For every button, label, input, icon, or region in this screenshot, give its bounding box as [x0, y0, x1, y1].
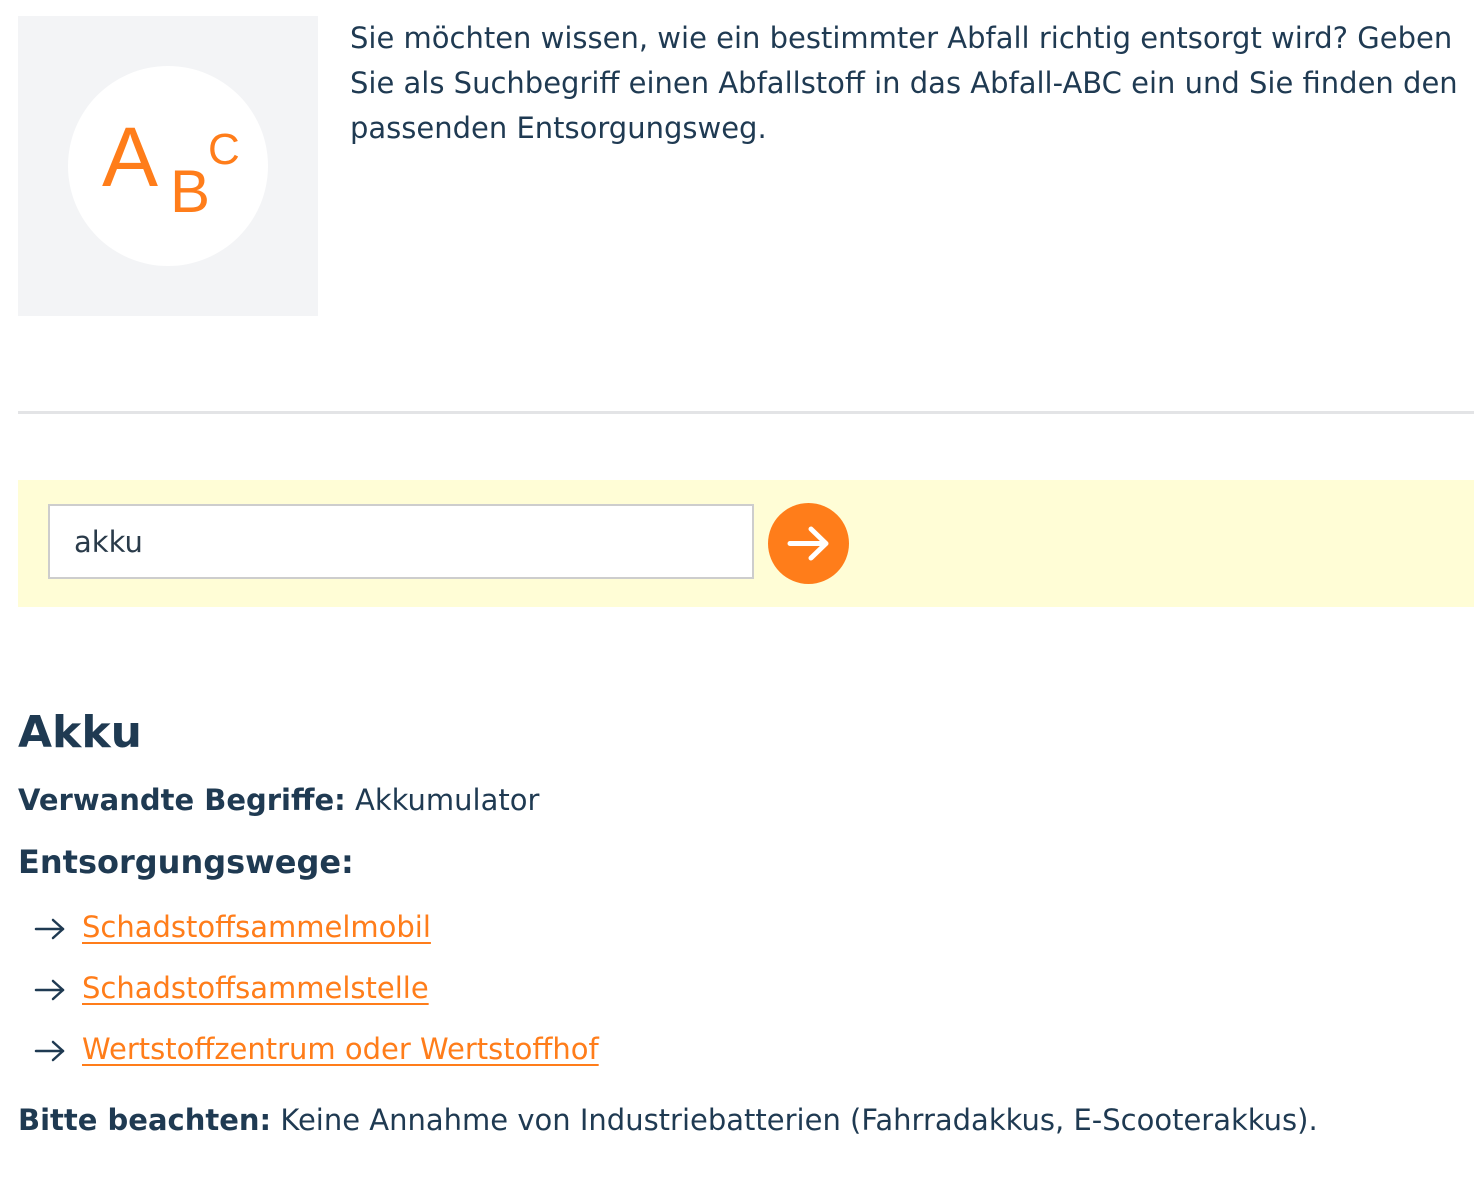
- arrow-right-icon: [768, 503, 849, 584]
- intro-section: [18, 16, 1474, 316]
- notice: [18, 1100, 1468, 1140]
- abc-logo-circle: [68, 66, 268, 266]
- related-terms: [18, 780, 1468, 820]
- list-item: [18, 905, 1468, 966]
- arrow-right-icon: [34, 918, 66, 940]
- arrow-right-icon: [34, 979, 66, 1001]
- disposal-way-link-schadstoffsammelmobil[interactable]: Schadstoffsammelmobil: [82, 910, 431, 944]
- disposal-way-link-schadstoffsammelstelle[interactable]: Schadstoffsammelstelle: [82, 971, 429, 1005]
- related-terms-label: Verwandte Begriffe:: [18, 783, 346, 817]
- disposal-ways-list: [18, 905, 1468, 1088]
- list-item: [18, 966, 1468, 1027]
- search-band: [18, 480, 1474, 607]
- result-title: Akku: [18, 707, 142, 758]
- logo-letter-a: A: [102, 110, 159, 204]
- intro-description: Sie möchten wissen, wie ein bestimmter Abfall richtig entsorgt wird? Geben Sie als Suchbegriff einen Abfallstoff in das Abfall-ABC ein und Sie finden den passenden Entsorgungsweg.: [350, 21, 1458, 145]
- search-result: [18, 700, 1468, 1140]
- notice-text: Keine Annahme von Industriebatterien (Fahrradakkus, E-Scooterakkus).: [280, 1103, 1318, 1137]
- abc-logo: [18, 16, 318, 316]
- notice-label: Bitte beachten:: [18, 1103, 272, 1137]
- abc-logo-icon: [68, 66, 268, 266]
- arrow-right-icon: [34, 1040, 66, 1062]
- related-terms-value: Akkumulator: [354, 783, 540, 817]
- search-submit-button[interactable]: [768, 503, 849, 584]
- search-input[interactable]: [48, 504, 754, 579]
- disposal-way-link-wertstoffzentrum[interactable]: Wertstoffzentrum oder Wertstoffhof: [82, 1032, 599, 1066]
- logo-letter-b: B: [170, 158, 211, 225]
- section-divider: [18, 411, 1474, 414]
- logo-letter-c: C: [208, 125, 240, 174]
- list-item: [18, 1027, 1468, 1088]
- disposal-ways-heading: Entsorgungswege:: [18, 843, 354, 881]
